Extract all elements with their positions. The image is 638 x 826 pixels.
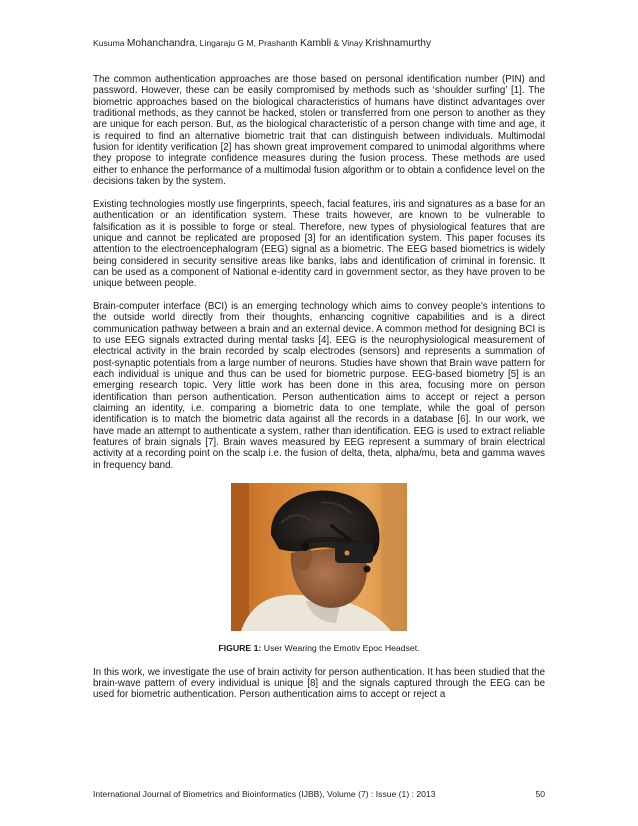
paragraph-bci: Brain-computer interface (BCI) is an emerging technology which aims to convey people's intentions to the outside world directly from their thoughts, enhancing cognitive capabilities and is a direct communication pathway between a brain and an external device. A common method for designing BCI is to use EEG signals extracted during mental tasks [4]. EEG is the neurophysiological measurement of electrical activity in the brain recorded by scalp electrodes (sensors) and represents a summation of post-synaptic potentials from a large number of neurons. Studies have shown that Brain wave pattern for each individual is unique and thus can be used for biometric purpose. EEG-based biometry [5] is an emerging research topic. Very little work has been done in this area, focusing more on person identification than person authentication. Person authentication aims to accept or reject a person claiming an identity, i.e. comparing a biometric data to one template, while the goal of person identification is to match the biometric data against all the records in a database [6]. In our work, we have made an attempt to authenticate a system, rather than identification. EEG is used to extract reliable features of brain signals [7]. Brain waves measured by EEG represent a summary of brain electrical activity at a recording point on the scalp i.e. the fusion of delta, theta, alpha/mu, beta and gamma waves in frequency band. [93,300,545,471]
header-author-1-surname: Mohanchandra [126,38,195,49]
paragraph-existing-technologies: Existing technologies mostly use fingerprints, speech, facial features, iris and signatures as a base for an authentication or an identification system. These traits however, are known to be vulnerable to falsification as it is possible to forge or steal. Therefore, new types of physiological features that are unique and cannot be replicated are proposed [3] for an identification system. This paper focuses its attention to the electroencephalogram (EEG) signal as a biometric. The EEG based biometrics is widely being considered in security sensitive areas like banks, labs and identification of criminal in forensic. It can be used as a component of National e-identity card in government sector, as they have proven to be unique between people. [93,198,545,290]
headset-module [335,543,373,563]
figure-caption [93,643,545,653]
electrode [301,543,309,551]
figure-headset-photo [231,483,407,631]
header-author-2-3: , Lingaraju G M, Prashanth [194,38,300,48]
page-footer [93,789,545,799]
paragraph-this-work: In this work, we investigate the use of brain activity for person authentication. It has been studied that the brain-wave pattern of every individual is unique [8] and the signals captured through the EEG can be used for biometric authentication. Person authentication aims to accept or reject a [93,666,546,701]
figure-caption-text: User Wearing the Emotiv Epoc Headset. [261,642,420,653]
header-author-4-given: & Vinay [331,38,366,48]
figure-label: FIGURE 1: [218,642,262,653]
paragraph-authentication: The common authentication approaches are those based on personal identification number (PIN) and password. However, these can be easily compromised by methods such as ‘shoulder surfing’ [1]. The biometric approaches based on the biological characteristics of humans have distinct advantages over traditional methods, as they cannot be hacked, stolen or transferred from one person to another as they are unique for each person. But, as the biological characteristic of a person change with time and age, it is required to find an alternative biometric trait that can distinguish between individuals. Multimodal fusion for identity verification [2] has shown great improvement compared to unimodal algorithms where they propose to integrate confidence measures during the fusion process. These methods are used either to enhance the performance of a multimodal fusion algorithm or to obtain a confidence level on the decisions taken by the system. [93,74,545,188]
body-text [93,74,545,712]
header-author-4-surname: Krishnamurthy [365,38,432,49]
header-author-1-given: Kusuma [93,38,127,48]
page-number: 50 [535,789,545,799]
header-author-3-surname: Kambli [299,38,332,49]
running-header [93,38,431,49]
footer-journal: International Journal of Biometrics and Bioinformatics (IJBB), Volume (7) : Issue (1) : 2013 [93,789,436,799]
